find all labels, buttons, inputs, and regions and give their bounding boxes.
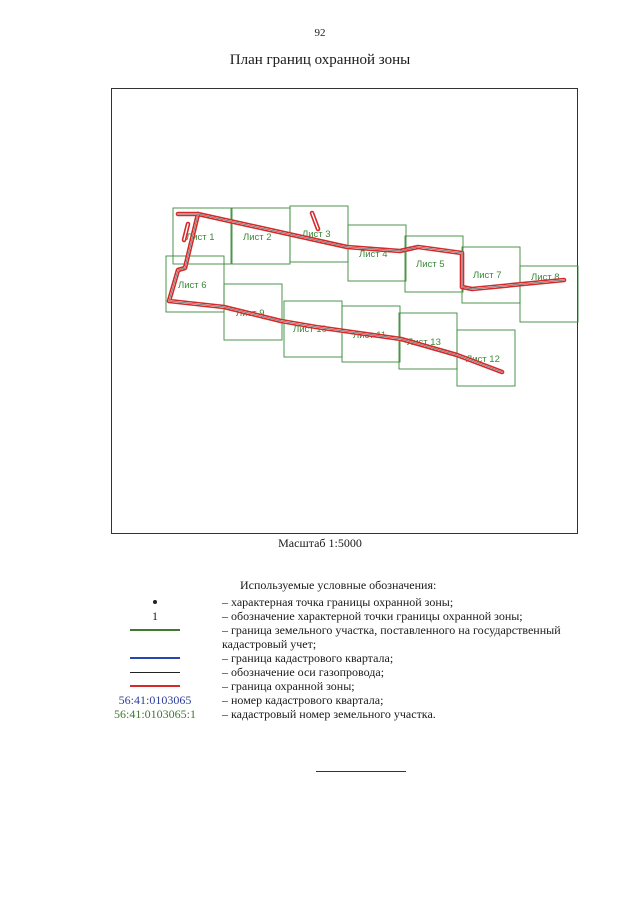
legend (105, 595, 605, 721)
point-marker-icon (153, 600, 157, 604)
sheet-label-11: Лист 11 (353, 330, 387, 341)
legend-text: – обозначение оси газопровода; (222, 665, 385, 679)
legend-symbol-number: 1 (152, 609, 158, 623)
sheet-label-5: Лист 5 (416, 259, 445, 270)
legend-text: – граница кадастрового квартала; (222, 651, 394, 665)
sheet-label-13: Лист 13 (407, 337, 441, 348)
legend-heading: Используемые условные обозначения: (240, 578, 437, 592)
sheet-label-4: Лист 4 (359, 249, 388, 260)
legend-text: – граница охранной зоны; (222, 679, 355, 693)
legend-item-gas-pipeline-axis (105, 665, 605, 679)
legend-text: – кадастровый номер земельного участка. (222, 707, 436, 721)
legend-text: – номер кадастрового квартала; (222, 693, 384, 707)
sheet-label-1: Лист 1 (186, 232, 215, 243)
black-line-icon (130, 672, 180, 673)
protection-zone-boundary (169, 213, 564, 372)
sheet-label-3: Лист 3 (302, 229, 331, 240)
red-line-icon (130, 685, 180, 687)
legend-item-quarter-number (105, 693, 605, 707)
green-line-icon (130, 629, 180, 631)
legend-text: – характерная точка границы охранной зоны; (222, 595, 454, 609)
legend-symbol-blue-line (105, 651, 205, 665)
sheet-frames (166, 206, 578, 386)
legend-text: – граница земельного участка, поставленного на государственный кадастровый учет; (222, 623, 561, 651)
sheet-label-6: Лист 6 (178, 280, 207, 291)
page-number: 92 (314, 27, 326, 39)
zone-plan-map (112, 89, 579, 535)
blue-line-icon (130, 657, 180, 659)
legend-item-plot-number (105, 707, 605, 721)
sheet-label-12: Лист 12 (466, 354, 500, 365)
map-frame (111, 88, 578, 534)
legend-symbol-black-line (105, 665, 205, 679)
legend-symbol-green-line (105, 623, 205, 637)
legend-item-protection-zone-boundary (105, 679, 605, 693)
footer-rule (316, 771, 406, 772)
sheet-label-8: Лист 8 (531, 272, 560, 283)
legend-item-land-plot-boundary (105, 623, 605, 651)
sheet-label-2: Лист 2 (243, 232, 272, 243)
legend-symbol-red-line (105, 679, 205, 693)
legend-item-point-label (105, 609, 605, 623)
sheet-label-7: Лист 7 (473, 270, 502, 281)
sheet-label-9: Лист 9 (236, 308, 265, 319)
legend-symbol-plot-code: 56:41:0103065:1 (113, 707, 196, 721)
legend-item-cadastral-quarter-boundary (105, 651, 605, 665)
legend-symbol-quarter-code: 56:41:0103065 (118, 693, 192, 707)
page-title: План границ охранной зоны (229, 52, 411, 68)
sheet-label-10: Лист 10 (293, 324, 327, 335)
legend-text: – обозначение характерной точки границы охранной зоны; (222, 609, 523, 623)
legend-item-characteristic-point (105, 595, 605, 609)
legend-symbol-dot (105, 595, 205, 609)
map-scale: Масштаб 1:5000 (278, 536, 362, 550)
